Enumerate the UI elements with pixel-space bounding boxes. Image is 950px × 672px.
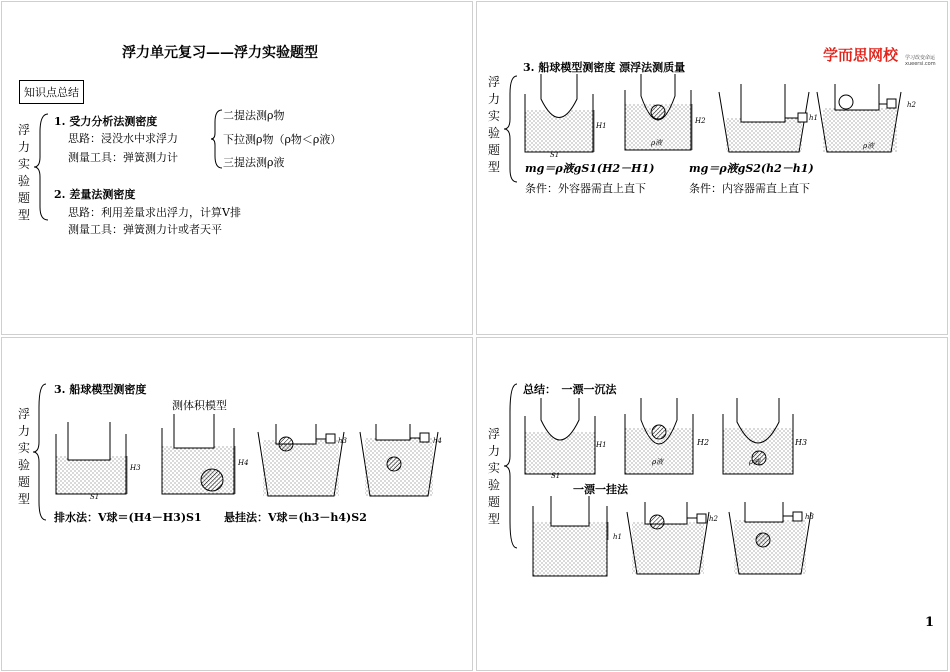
- slide-4: [476, 337, 948, 671]
- side-label: 浮力实验题型: [17, 407, 30, 506]
- formula-hang: 悬挂法：V球＝(h3－h4)S2: [224, 511, 367, 524]
- label-rho-liquid-2: ρ液: [863, 142, 875, 150]
- label-h1: h1: [613, 533, 622, 541]
- slide-1-title: 浮力单元复习——浮力实验题型: [122, 45, 318, 61]
- brand-logo-sub: 学习改变命运 xueersi.com: [905, 55, 936, 67]
- side-label: 浮力实验题型: [487, 75, 500, 174]
- left-brace: [503, 74, 521, 184]
- formula-outer: mg＝ρ液gS1(H2－H1): [525, 162, 655, 175]
- slide-2: [476, 1, 948, 335]
- label-H4: H4: [238, 459, 249, 467]
- item-2: 2. 差量法测密度: [54, 188, 136, 201]
- sub-heading-float-hang: 一漂一挂法: [573, 483, 628, 496]
- label-rho-liquid-2: ρ液: [749, 458, 761, 466]
- label-H1: H1: [596, 441, 607, 449]
- sub-method-3: 三提法测ρ液: [223, 156, 285, 169]
- left-brace: [503, 382, 521, 550]
- page-number: 1: [925, 615, 935, 630]
- label-h3: h3: [338, 437, 347, 445]
- condition-inner: 条件：内容器需直上直下: [689, 182, 810, 195]
- left-brace: [32, 112, 52, 222]
- slide-3-heading: 3. 船球模型测密度: [54, 383, 147, 396]
- formula-drain: 排水法：V球＝(H4－H3)S1: [54, 511, 202, 524]
- side-label: 浮力实验题型: [487, 427, 500, 526]
- label-h3: h3: [805, 513, 814, 521]
- label-h4: h4: [433, 437, 442, 445]
- sub-brace: [210, 108, 224, 170]
- knowledge-box: 知识点总结: [19, 80, 84, 104]
- slide-2-heading: 3. 船球模型测密度 漂浮法测质量: [523, 61, 686, 74]
- left-brace: [32, 382, 50, 522]
- diagram-volume-vessels: [54, 414, 454, 499]
- label-H1: H1: [596, 122, 607, 130]
- item-2-tool: 测量工具：弹簧测力计或者天平: [68, 223, 222, 236]
- label-H2: H2: [695, 117, 706, 125]
- label-h2: h2: [709, 515, 718, 523]
- label-H3: H3: [130, 464, 141, 472]
- item-1-idea: 思路：浸没水中求浮力: [68, 132, 178, 145]
- label-S1: S1: [90, 493, 100, 501]
- label-h2: h2: [907, 101, 916, 109]
- slide-1: [1, 1, 473, 335]
- condition-outer: 条件：外容器需直上直下: [525, 182, 646, 195]
- summary-heading: 总结： 一漂一沉法: [523, 383, 617, 396]
- item-1: 1. 受力分析法测密度: [54, 115, 158, 128]
- label-rho-liquid-1: ρ液: [651, 139, 663, 147]
- label-S1: S1: [550, 151, 560, 159]
- slide-3-subheading: 测体积模型: [172, 399, 227, 412]
- sub-method-1: 二提法测ρ物: [223, 109, 285, 122]
- brand-logo: 学而思网校: [823, 46, 899, 64]
- slide-3: [1, 337, 473, 671]
- label-H2: H2: [697, 438, 710, 447]
- label-h1: h1: [809, 114, 818, 122]
- item-1-tool: 测量工具：弹簧测力计: [68, 151, 178, 164]
- label-H3: H3: [795, 438, 808, 447]
- item-2-idea: 思路：利用差量求出浮力，计算V排: [68, 206, 241, 219]
- formula-inner: mg＝ρ液gS2(h2－h1): [689, 162, 814, 175]
- diagram-float-hang-vessels: [523, 496, 843, 576]
- sub-method-2: 下拉测ρ物（ρ物＜ρ液）: [223, 133, 342, 146]
- side-label: 浮力实验题型: [17, 123, 30, 222]
- label-rho-liquid-1: ρ液: [652, 458, 664, 466]
- label-S1: S1: [551, 472, 561, 480]
